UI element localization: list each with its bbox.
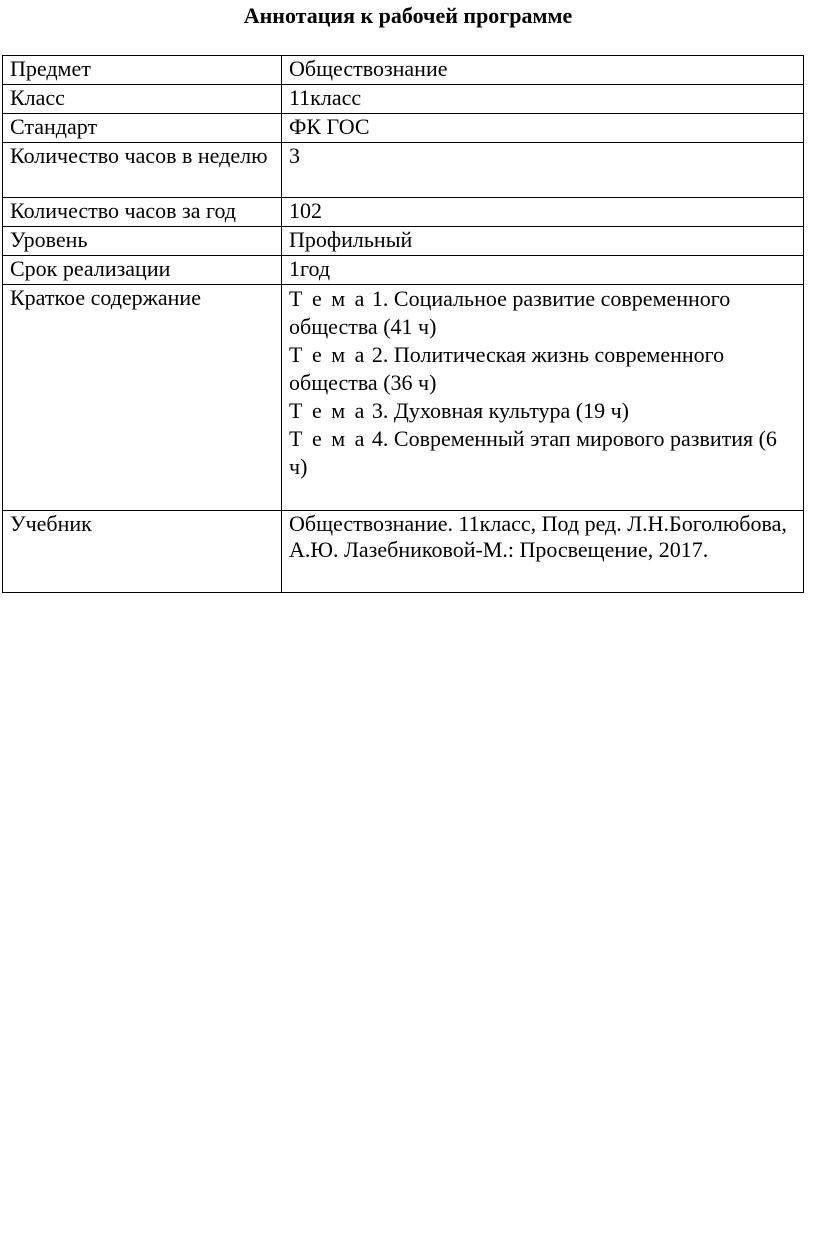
topic-text: 4. Современный этап мирового развития (6 ч) bbox=[289, 426, 777, 479]
table-row-level bbox=[3, 227, 804, 256]
topic-prefix: Т е м а bbox=[289, 426, 367, 451]
table-row-content bbox=[3, 285, 804, 511]
row-label: Стандарт bbox=[3, 114, 282, 143]
row-value: Профильный bbox=[282, 227, 804, 256]
topic-item bbox=[289, 425, 797, 481]
row-label: Предмет bbox=[3, 56, 282, 85]
topic-text: 1. Социальное развитие современного общества (41 ч) bbox=[289, 286, 731, 339]
topic-prefix: Т е м а bbox=[289, 398, 367, 423]
topic-text: 3. Духовная культура (19 ч) bbox=[366, 398, 629, 423]
row-label: Количество часов за год bbox=[3, 198, 282, 227]
table-row-hours-per-year bbox=[3, 198, 804, 227]
topic-item bbox=[289, 341, 797, 397]
row-value: 11класс bbox=[282, 85, 804, 114]
row-label: Срок реализации bbox=[3, 256, 282, 285]
row-value: 1год bbox=[282, 256, 804, 285]
table-row-duration bbox=[3, 256, 804, 285]
row-label: Уровень bbox=[3, 227, 282, 256]
row-label: Учебник bbox=[3, 511, 282, 593]
topic-item bbox=[289, 397, 797, 425]
row-label: Краткое содержание bbox=[3, 285, 282, 511]
table-row-standard bbox=[3, 114, 804, 143]
topic-item bbox=[289, 285, 797, 341]
topic-prefix: Т е м а bbox=[289, 342, 367, 367]
row-label: Класс bbox=[3, 85, 282, 114]
page-title: Аннотация к рабочей программе bbox=[243, 3, 573, 28]
table-row-textbook bbox=[3, 511, 804, 593]
content-topics bbox=[282, 285, 804, 511]
row-value: Обществознание bbox=[282, 56, 804, 85]
table-row-hours-per-week bbox=[3, 143, 804, 198]
textbook-value: Обществознание. 11класс, Под ред. Л.Н.Боголюбова, А.Ю. Лазебниковой-М.: Просвещение, 2017. bbox=[282, 511, 804, 593]
topic-prefix: Т е м а bbox=[289, 286, 367, 311]
annotation-table bbox=[2, 55, 804, 593]
table-row-class bbox=[3, 85, 804, 114]
row-label: Количество часов в неделю bbox=[3, 143, 282, 198]
table-row-subject bbox=[3, 56, 804, 85]
row-value: 102 bbox=[282, 198, 804, 227]
row-value: ФК ГОС bbox=[282, 114, 804, 143]
row-value: 3 bbox=[282, 143, 804, 198]
topic-text: 2. Политическая жизнь современного общества (36 ч) bbox=[289, 342, 725, 395]
